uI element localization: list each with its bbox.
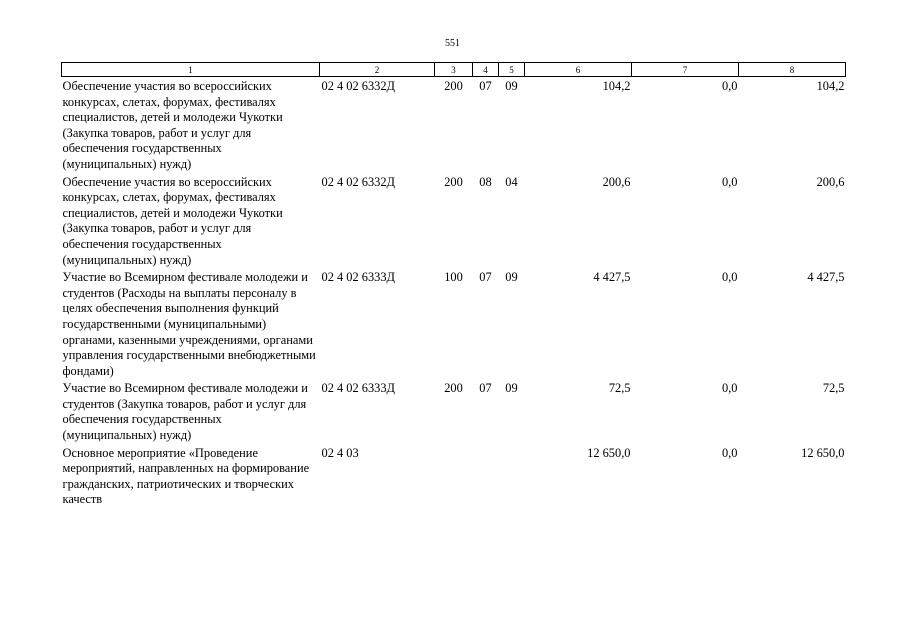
- row-rz: 07: [479, 79, 492, 93]
- row-pr: [499, 444, 525, 508]
- row-rz: [473, 444, 499, 508]
- row-sum-regional: 12 650,0: [801, 445, 845, 460]
- row-rz: 07: [479, 381, 492, 396]
- row-code: 02 4 02 6332Д: [321, 79, 396, 93]
- table-row: [62, 77, 846, 173]
- column-header-1: 1: [62, 63, 320, 77]
- row-sum-total: 4 427,5: [593, 270, 631, 285]
- row-pr: 09: [505, 79, 518, 93]
- table-row: [62, 379, 846, 443]
- column-number-header: [62, 63, 846, 77]
- row-vr: 200: [444, 381, 463, 396]
- row-sum-federal: 0,0: [722, 381, 738, 396]
- column-header-4: 4: [473, 63, 499, 77]
- row-name: Обеспечение участия во всероссийских конкурсах, слетах, форумах, фестивалях специалистов, детей и молодежи Чукотки (Закупка товаров, работ и услуг для обеспечения государственных (муниципальных) нужд): [62, 79, 283, 171]
- row-rz: 08: [479, 174, 492, 189]
- row-sum-total: 200,6: [602, 174, 631, 189]
- column-header-5: 5: [499, 63, 525, 77]
- table-row: [62, 268, 846, 379]
- page-number: 551: [445, 38, 460, 49]
- row-sum-regional: 72,5: [822, 381, 845, 396]
- table-row: [62, 444, 846, 508]
- row-sum-federal: 0,0: [722, 174, 738, 189]
- row-pr: 09: [505, 270, 518, 285]
- row-code: 02 4 02 6333Д: [321, 270, 396, 285]
- row-name: Участие во Всемирном фестивале молодежи и студентов (Расходы на выплаты персоналу в целях обеспечения выполнения функций государственными (муниципальными) органами, казенными учреждениями, органами управления государственными внебюджетными фондами): [62, 270, 316, 378]
- row-vr: 200: [444, 79, 463, 93]
- row-vr: 200: [444, 174, 463, 189]
- row-sum-total: 104,2: [602, 79, 631, 93]
- column-header-8: 8: [739, 63, 846, 77]
- column-header-6: 6: [525, 63, 632, 77]
- row-code: 02 4 03: [321, 445, 359, 460]
- column-header-2: 2: [320, 63, 435, 77]
- column-header-7: 7: [632, 63, 739, 77]
- row-name: Участие во Всемирном фестивале молодежи и студентов (Закупка товаров, работ и услуг для обеспечения государственных (муниципальных) нужд): [62, 381, 308, 443]
- row-sum-federal: 0,0: [722, 445, 738, 460]
- row-vr: 100: [444, 270, 463, 285]
- row-sum-federal: 0,0: [722, 270, 738, 285]
- row-sum-total: 12 650,0: [587, 445, 631, 460]
- row-rz: 07: [479, 270, 492, 285]
- row-sum-regional: 104,2: [816, 79, 845, 93]
- row-sum-federal: 0,0: [722, 79, 738, 93]
- row-pr: 04: [505, 174, 518, 189]
- row-sum-regional: 200,6: [816, 174, 845, 189]
- row-sum-total: 72,5: [608, 381, 631, 396]
- table-row: [62, 173, 846, 269]
- row-code: 02 4 02 6332Д: [321, 174, 396, 189]
- row-code: 02 4 02 6333Д: [321, 381, 396, 396]
- column-header-3: 3: [435, 63, 473, 77]
- row-vr: [435, 444, 473, 508]
- budget-table: [61, 62, 846, 508]
- row-sum-regional: 4 427,5: [807, 270, 845, 285]
- row-pr: 09: [505, 381, 518, 396]
- row-name: Обеспечение участия во всероссийских конкурсах, слетах, форумах, фестивалях специалистов, детей и молодежи Чукотки (Закупка товаров, работ и услуг для обеспечения государственных (муниципальных) нужд): [62, 174, 283, 267]
- row-name: Основное мероприятие «Проведение мероприятий, направленных на формирование гражданских, патриотических и творческих качеств: [62, 445, 310, 507]
